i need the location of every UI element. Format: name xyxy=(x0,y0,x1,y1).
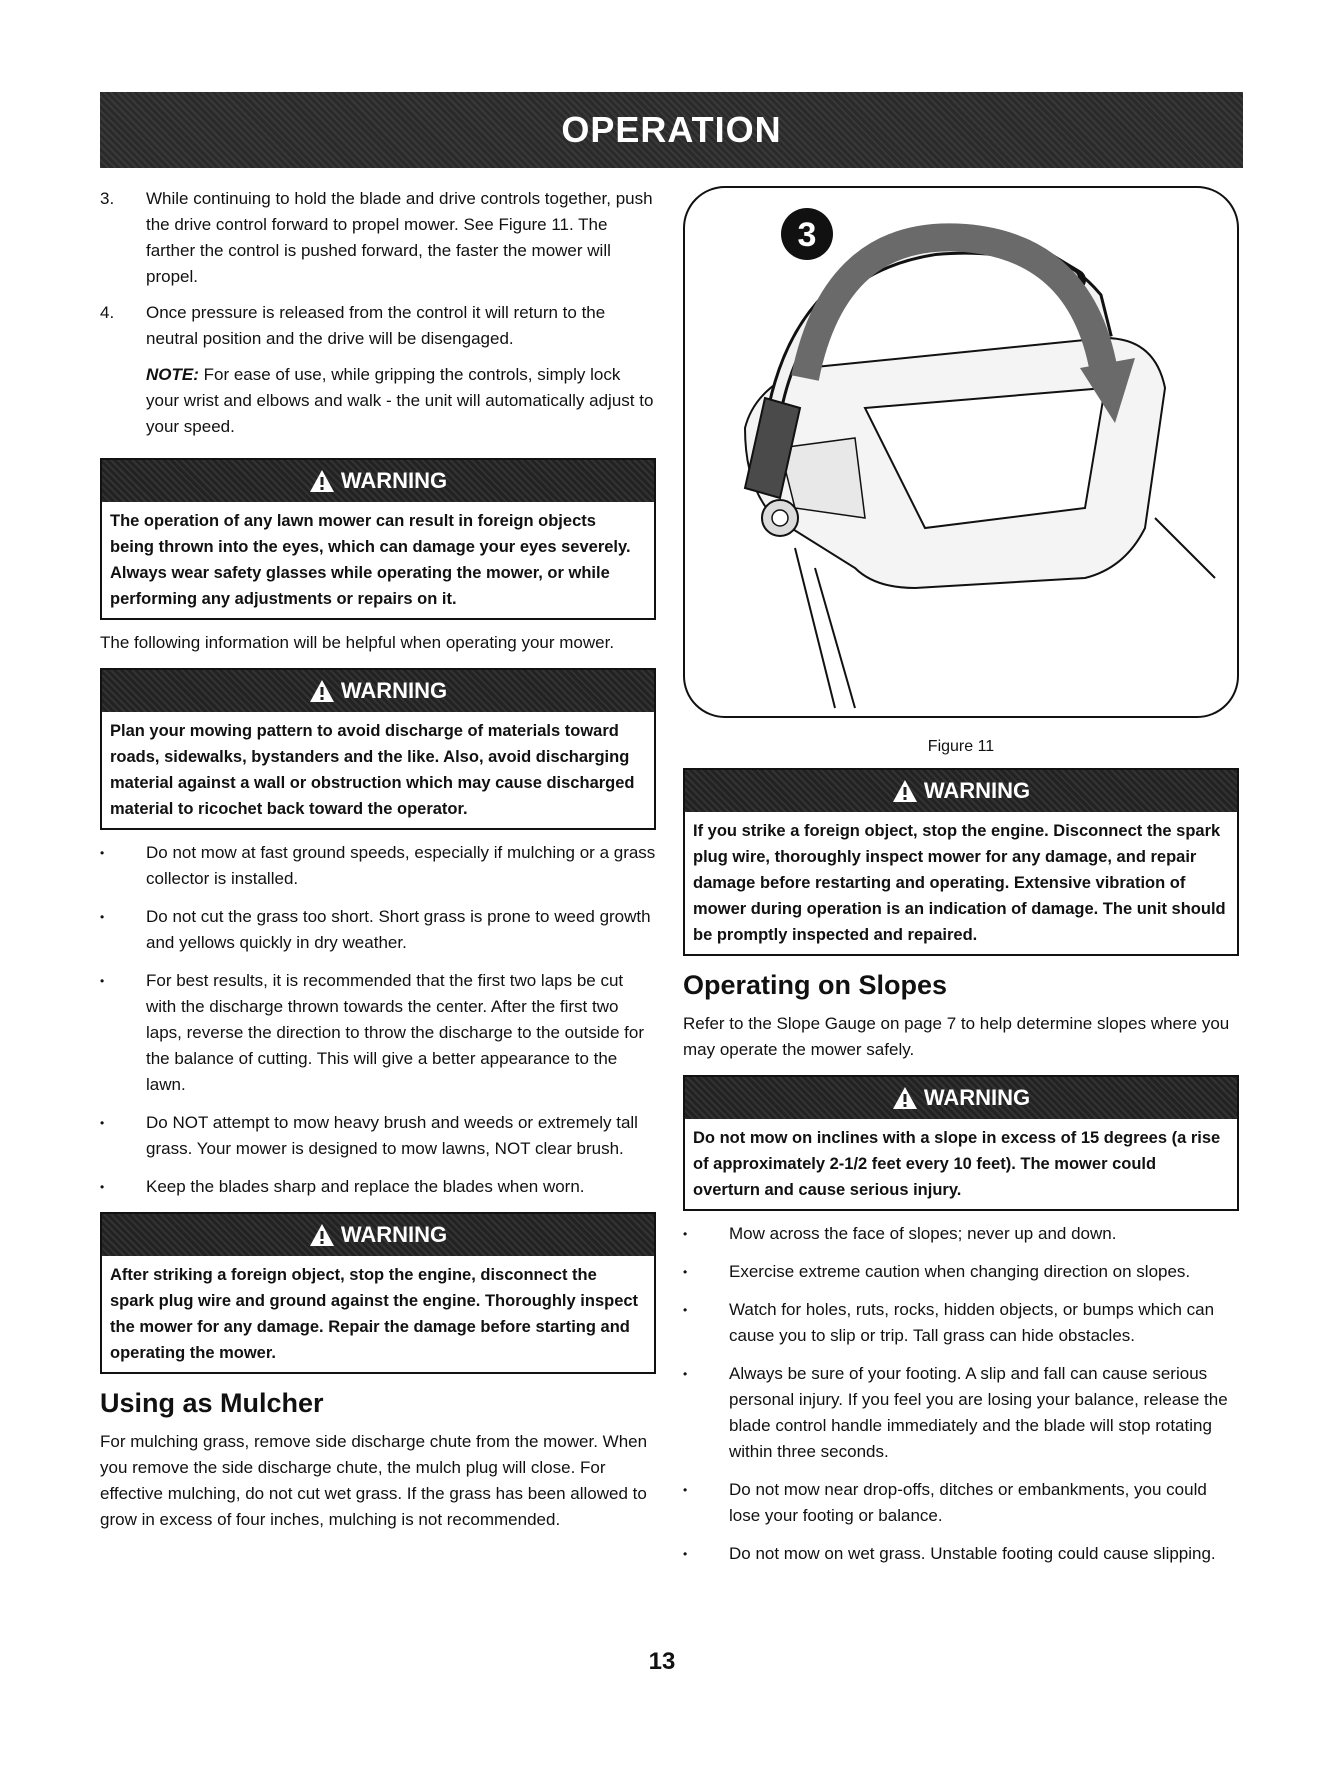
mulcher-heading: Using as Mulcher xyxy=(100,1388,324,1418)
warning-header xyxy=(102,1214,654,1256)
warning-label: WARNING xyxy=(923,1085,1031,1110)
list-item: • Do NOT attempt to mow heavy brush and weeds or extremely tall grass. Your mower is designed to mow lawns, NOT clear brush. xyxy=(100,1110,656,1162)
warning-text: The operation of any lawn mower can result in foreign objects being thrown into the eyes, which can damage your eyes severely. Always wear safety glasses while operating the mower, or while performing any adjustments or repairs on it. xyxy=(110,512,631,608)
warning-header xyxy=(685,1077,1237,1119)
slopes-heading: Operating on Slopes xyxy=(683,970,948,1000)
list-item: • Always be sure of your footing. A slip and fall can cause serious personal injury. If you feel you are losing your balance, release the blade control handle immediately and the blade will stop rotating within three seconds. xyxy=(683,1361,1239,1465)
info-text: The following information will be helpful when operating your mower. xyxy=(100,633,615,652)
note-text: For ease of use, while gripping the controls, simply lock your wrist and elbows and walk - the unit will automatically adjust to your speed. xyxy=(146,365,654,436)
warning-box-slope xyxy=(683,1075,1239,1211)
list-item: • For best results, it is recommended that the first two laps be cut with the discharge thrown towards the center. After the first two laps, reverse the direction to throw the discharge to the outside for the balance of cutting. This will give a better appearance to the lawn. xyxy=(100,968,656,1098)
step-text: Once pressure is released from the control it will return to the neutral position and the drive will be disengaged. xyxy=(146,303,606,348)
note-label: NOTE: xyxy=(146,365,199,384)
slopes-text: Refer to the Slope Gauge on page 7 to help determine slopes where you may operate the mower safely. xyxy=(683,1014,1230,1059)
step-number: 3. xyxy=(100,189,115,208)
list-item: • Exercise extreme caution when changing direction on slopes. xyxy=(683,1259,1239,1285)
list-item: • Do not mow near drop-offs, ditches or embankments, you could lose your footing or balance. xyxy=(683,1477,1239,1529)
step-3 xyxy=(100,186,656,290)
figure-badge: 3 xyxy=(797,216,817,254)
warning-triangle-icon xyxy=(892,1086,918,1110)
warning-box-eyes xyxy=(100,458,656,620)
warning-label: WARNING xyxy=(340,678,448,703)
slope-safety-list xyxy=(683,1221,1239,1567)
warning-label: WARNING xyxy=(923,778,1031,803)
warning-label: WARNING xyxy=(340,468,448,493)
mowing-tips-list xyxy=(100,840,656,1200)
warning-triangle-icon xyxy=(309,679,335,703)
list-item: • Keep the blades sharp and replace the blades when worn. xyxy=(100,1174,656,1200)
warning-triangle-icon xyxy=(309,469,335,493)
list-item: • Do not mow at fast ground speeds, especially if mulching or a grass collector is installed. xyxy=(100,840,656,892)
step-4 xyxy=(100,300,656,352)
list-item: • Mow across the face of slopes; never up and down. xyxy=(683,1221,1239,1247)
right-column-figure xyxy=(683,186,1239,1579)
note xyxy=(146,362,656,440)
warning-header xyxy=(102,460,654,502)
warning-box-strike xyxy=(683,768,1239,956)
list-item: • Do not cut the grass too short. Short grass is prone to weed growth and yellows quickly in dry weather. xyxy=(100,904,656,956)
warning-label: WARNING xyxy=(340,1222,448,1247)
left-column xyxy=(100,186,656,1545)
warning-triangle-icon xyxy=(892,779,918,803)
warning-text: Plan your mowing pattern to avoid discharge of materials toward roads, sidewalks, bystanders and the like. Also, avoid discharging material against a wall or obstruction which may cause discharged material to ricochet back toward the operator. xyxy=(110,722,635,818)
warning-box-foreign-object xyxy=(100,1212,656,1374)
mower-handle-illustration xyxy=(685,188,1237,716)
figure-11 xyxy=(683,186,1239,718)
warning-text: Do not mow on inclines with a slope in excess of 15 degrees (a rise of approximately 2-1/2 feet every 10 feet). The mower could overturn and cause serious injury. xyxy=(693,1129,1221,1199)
step-number: 4. xyxy=(100,303,115,322)
warning-text: After striking a foreign object, stop the engine, disconnect the spark plug wire and ground against the engine. Thoroughly inspect the mower for any damage. Repair the damage before starting and operating the mower. xyxy=(110,1266,639,1362)
mulcher-text: For mulching grass, remove side discharge chute from the mower. When you remove the side discharge chute, the mulch plug will close. For effective mulching, do not cut wet grass. If the grass has been allowed to grow in excess of four inches, mulching is not recommended. xyxy=(100,1432,648,1529)
warning-header xyxy=(102,670,654,712)
figure-caption: Figure 11 xyxy=(927,738,995,755)
warning-header xyxy=(685,770,1237,812)
list-item: • Do not mow on wet grass. Unstable footing could cause slipping. xyxy=(683,1541,1239,1567)
warning-text: If you strike a foreign object, stop the engine. Disconnect the spark plug wire, thoroughly inspect mower for any damage, and repair damage before restarting and operating. Extensive vibration of mower during operation is an indication of damage. The unit should be promptly inspected and repaired. xyxy=(693,822,1226,944)
warning-triangle-icon xyxy=(309,1223,335,1247)
list-item: • Watch for holes, ruts, rocks, hidden objects, or bumps which can cause you to slip or trip. Tall grass can hide obstacles. xyxy=(683,1297,1239,1349)
warning-box-discharge xyxy=(100,668,656,830)
page-number: 13 xyxy=(648,1648,676,1675)
section-title: OPERATION xyxy=(561,109,782,150)
step-text: While continuing to hold the blade and drive controls together, push the drive control forward to propel mower. See Figure 11. The farther the control is pushed forward, the faster the mower will propel. xyxy=(146,189,653,286)
section-banner xyxy=(100,92,1243,168)
